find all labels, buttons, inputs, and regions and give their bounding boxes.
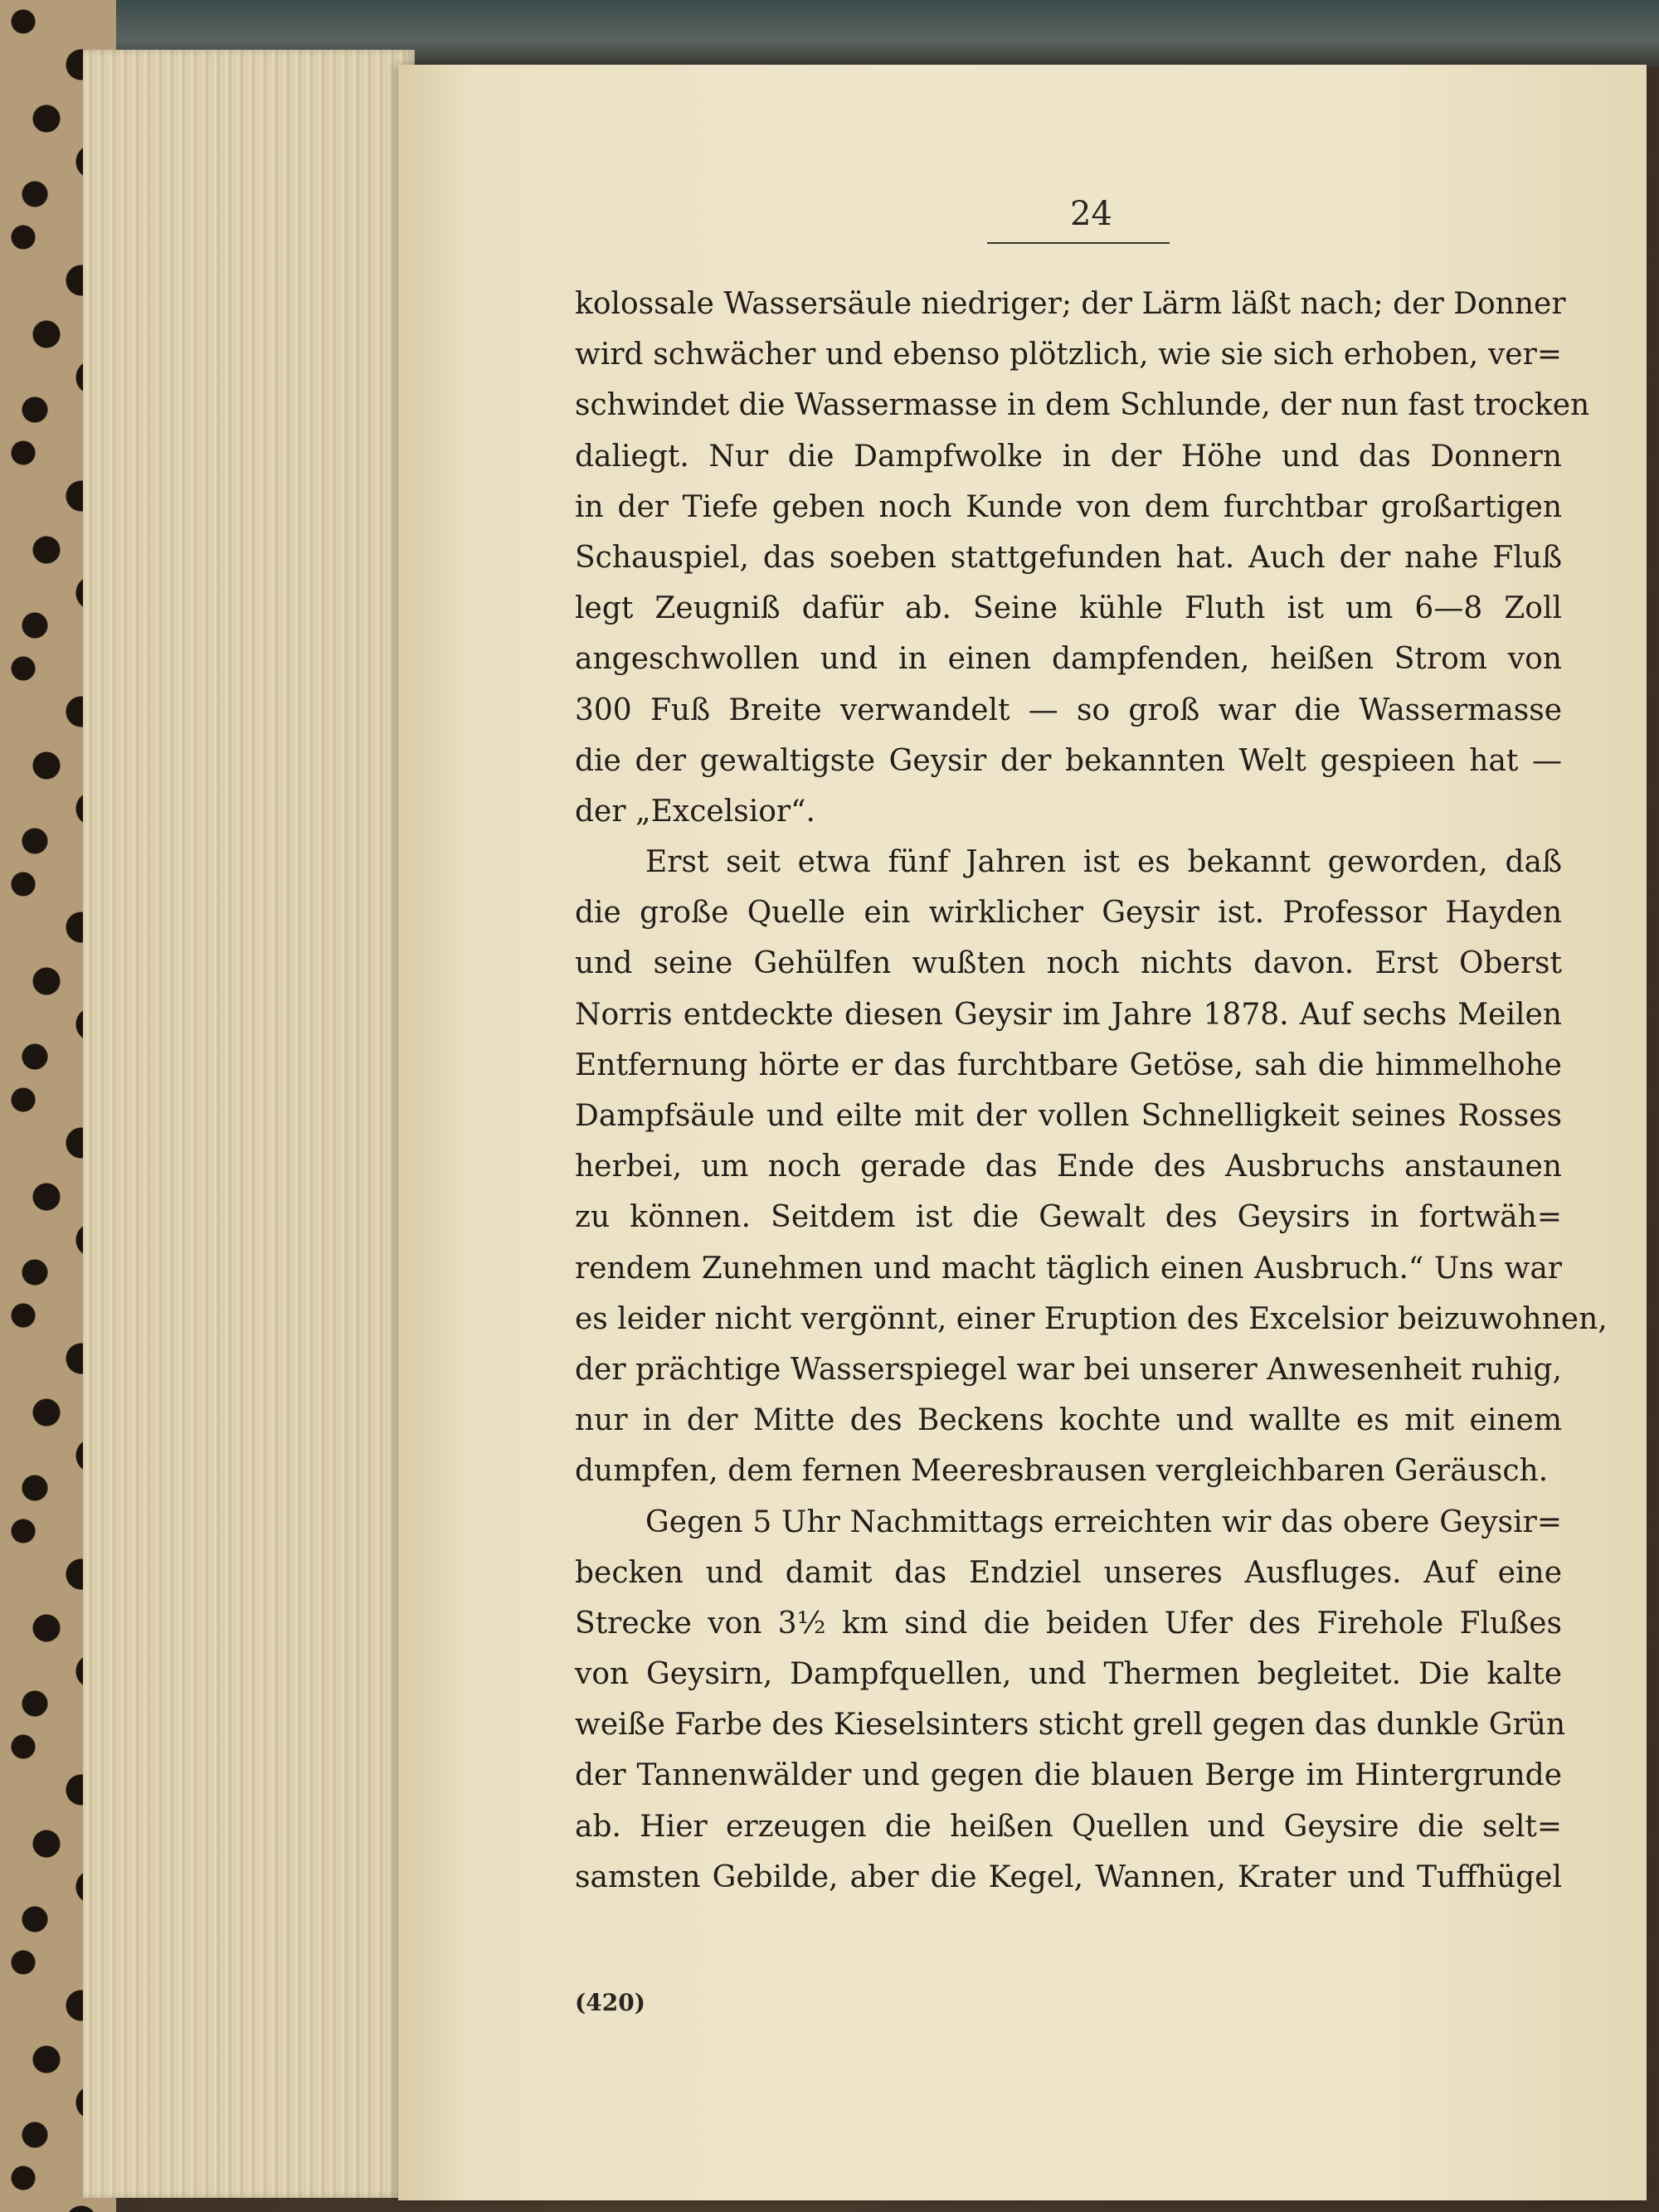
text-line: Gegen 5 Uhr Nachmittags erreichten wir das obere Geysir= (645, 1505, 1562, 1539)
text-line: und seine Gehülfen wußten noch nichts davon. Erst Oberst (575, 946, 1562, 981)
text-line: ab. Hier erzeugen die heißen Quellen und Geysire die selt= (575, 1809, 1562, 1844)
text-line: zu können. Seitdem ist die Gewalt des Geysirs in fortwäh= (575, 1200, 1562, 1235)
text-line: nur in der Mitte des Beckens kochte und wallte es mit einem (575, 1403, 1562, 1438)
text-line: der „Excelsior“. (575, 794, 815, 829)
text-line: von Geysirn, Dampfquellen, und Thermen begleitet. Die kalte (575, 1657, 1562, 1692)
text-line: Dampfsäule und eilte mit der vollen Schnelligkeit seines Rosses (575, 1099, 1562, 1133)
body-text (575, 279, 1608, 1903)
text-line: der Tannenwälder und gegen die blauen Berge im Hintergrunde (575, 1758, 1562, 1793)
text-line: die große Quelle ein wirklicher Geysir ist. Professor Hayden (575, 896, 1562, 931)
text-line: in der Tiefe geben noch Kunde von dem furchtbar großartigen (575, 489, 1562, 524)
page-number: 24 (1070, 195, 1112, 233)
text-line: 300 Fuß Breite verwandelt — so groß war die Wassermasse (575, 693, 1562, 727)
text-line: Norris entdeckte diesen Geysir im Jahre 1878. Auf sechs Meilen (575, 997, 1562, 1032)
text-line: rendem Zunehmen und macht täglich einen Ausbruch.“ Uns war (575, 1251, 1562, 1286)
text-line: der prächtige Wasserspiegel war bei unserer Anwesenheit ruhig, (575, 1352, 1562, 1387)
text-line: kolossale Wassersäule niedriger; der Lärm läßt nach; der Donner (575, 287, 1566, 321)
text-line: becken und damit das Endziel unseres Ausfluges. Auf eine (575, 1555, 1562, 1590)
signature-mark: (420) (575, 1989, 645, 2016)
text-line: samsten Gebilde, aber die Kegel, Wannen, Krater und Tuffhügel (575, 1860, 1562, 1894)
page-stack (83, 50, 415, 2198)
text-line: legt Zeugniß dafür ab. Seine kühle Fluth ist um 6—8 Zoll (575, 591, 1562, 626)
text-line: wird schwächer und ebenso plötzlich, wie sie sich erhoben, ver= (575, 338, 1562, 372)
text-line: herbei, um noch gerade das Ende des Ausbruchs anstaunen (575, 1150, 1562, 1184)
text-line: Strecke von 3½ km sind die beiden Ufer des Firehole Flußes (575, 1606, 1562, 1641)
text-line: Entfernung hörte er das furchtbare Getöse, sah die himmelhohe (575, 1048, 1562, 1082)
text-line: es leider nicht vergönnt, einer Eruption des Excelsior beizuwohnen, (575, 1301, 1608, 1336)
text-line: schwindet die Wassermasse in dem Schlunde, der nun fast trocken (575, 388, 1590, 423)
text-line: dumpfen, dem fernen Meeresbrausen vergleichbaren Geräusch. (575, 1454, 1549, 1489)
text-line: die der gewaltigste Geysir der bekannten Welt gespieen hat — (575, 743, 1562, 778)
header-rule (987, 242, 1170, 244)
text-line: weiße Farbe des Kieselsinters sticht grell gegen das dunkle Grün (575, 1708, 1566, 1743)
text-line: Erst seit etwa fünf Jahren ist es bekannt geworden, daß (645, 845, 1562, 880)
text-line: Schauspiel, das soeben stattgefunden hat. Auch der nahe Fluß (575, 540, 1562, 575)
text-line: angeschwollen und in einen dampfenden, heißen Strom von (575, 642, 1562, 677)
text-line: daliegt. Nur die Dampfwolke in der Höhe und das Donnern (575, 439, 1562, 474)
